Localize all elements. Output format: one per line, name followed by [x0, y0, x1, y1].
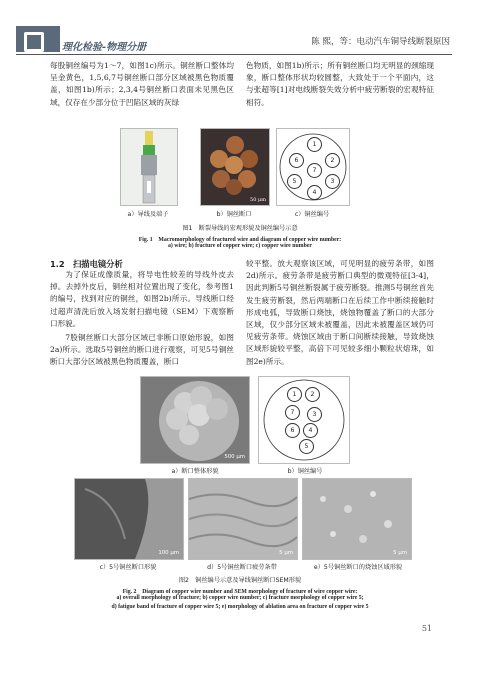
fig1b-fracture-photo: [200, 128, 270, 206]
fig2b-number-diagram: [258, 376, 350, 464]
fig1b-scale-bar: 50 μm: [250, 197, 266, 203]
fig1b-label: b）铜丝断口: [216, 211, 252, 218]
fig2-caption-cn: 图2 铜丝编号示意及导线铜丝断口SEM形貌: [178, 577, 302, 584]
body-text-right-top: 色物质，如图1b)所示；所有铜丝断口均无明显的颈缩现象，断口整体形状均较圆整，大致处于一个平面内，这与张超等[1]对电线断裂失效分析中疲劳断裂的宏观特征相符。: [246, 61, 434, 107]
fig2a-label: a）断口整体形貌: [171, 468, 219, 475]
section-heading: 1.2 扫描电镜分析: [50, 259, 123, 269]
fig2b-number-4: 4: [303, 423, 318, 438]
journal-logo-icon: [16, 26, 60, 52]
fig2a-scale-bar: 500 μm: [224, 454, 245, 460]
fig1c-label: c）铜丝编号: [294, 211, 330, 218]
fig1-caption-en-2: a) wire; b) fracture of copper wire; c) copper wire number: [168, 243, 312, 249]
fig2b-number-2: 2: [305, 387, 320, 402]
journal-name: 理化检验-物理分册: [62, 42, 147, 53]
fig1c-number-diagram: [276, 128, 350, 206]
fig2e-label: e）5号铜丝断口的烧蚀区域形貌: [313, 564, 403, 571]
fig1c-number-4: 4: [307, 185, 322, 200]
fig1c-number-6: 6: [289, 153, 304, 168]
body-text-right-section: 较平整。放大观察该区域，可见明显的疲劳条带，如图2d)所示。疲劳条带是疲劳断口典型的微观特征[3-4]，因此判断5号铜丝断裂属于疲劳断裂。推测5号铜丝首先发生疲劳断裂，然后两端断口在后续工作中断续接触时形成电弧，导致断口烧蚀，烧蚀物覆盖了断口的大部分区域，仅少部分区域未被覆盖，因此未被覆盖区域仍可见疲劳条带。烧蚀区域由于断口间断续接触，导致烧蚀区域形貌较平整，高倍下可见较多细小颗粒状熔珠，如图2e)所示。: [246, 259, 434, 366]
fig2d-sem-fatigue-band: [188, 478, 298, 560]
fig2-caption-en-3: d) fatigue band of fracture of copper wire 5; e) morphology of ablation area on fracture of copper wire 5: [111, 604, 369, 610]
fig2b-number-7: 7: [285, 405, 300, 420]
fig2b-label: b）铜丝编号: [287, 468, 323, 475]
fig2e-scale-bar: 5 μm: [393, 550, 407, 556]
running-header: 陈 熙，等：电动汽车铜导线断裂原因: [311, 37, 450, 47]
fig2a-sem-overall: [140, 376, 250, 464]
fig1c-number-7: 7: [307, 163, 322, 178]
fig2e-sem-ablation: [302, 478, 412, 560]
fig2c-scale-bar: 100 μm: [158, 550, 179, 556]
fig2-caption-en-1: Fig. 2 Diagram of copper wire number and SEM morphology of fracture of wire copper wire:: [122, 589, 358, 595]
fig1c-number-1: 1: [307, 137, 322, 152]
fig2b-number-3: 3: [307, 407, 322, 422]
fig1c-number-5: 5: [287, 174, 302, 189]
header-rule: [16, 54, 452, 55]
fig1a-label: a）导线及端子: [127, 211, 169, 218]
fig2c-sem-wire5: [74, 478, 184, 560]
page-number: 51: [421, 624, 432, 633]
fig2d-label: d）5号铜丝断口疲劳条带: [207, 564, 277, 571]
body-text-left-section-2: 7股铜丝断口大部分区域已非断口原始形貌，如图2a)所示。选取5号铜丝的断口进行观察，可见5号铜丝断口大部分区域被黑色物质覆盖，断口: [50, 333, 234, 367]
fig2b-number-5: 5: [299, 439, 314, 454]
fig2b-number-6: 6: [285, 423, 300, 438]
body-text-left-top: 每股铜丝编号为1～7，如图1c)所示。铜丝断口整体均呈金黄色，1,5,6,7号铜丝断口部分区域被黑色物质覆盖，如图1b)所示；2,3,4号铜丝断口表面未见黑色区域，仅存在少部分位于凹陷区域的灰绿: [50, 61, 234, 107]
fig1c-number-2: 2: [325, 153, 340, 168]
fig1-caption-cn: 图1 断裂导线的宏观形貌及铜丝编号示意: [182, 225, 298, 232]
fig1c-number-3: 3: [325, 174, 340, 189]
fig1a-wire-photo: [120, 128, 178, 206]
fig2-caption-en-2: a) overall morphology of fracture; b) copper wire number; c) fracture morphology of copper wire 5;: [116, 595, 364, 601]
fig2c-label: c）5号铜丝断口形貌: [99, 564, 157, 571]
fig1-caption-en-1: Fig. 1 Macromorphology of fractured wire and diagram of copper wire number:: [138, 237, 342, 243]
fig2d-scale-bar: 5 μm: [279, 550, 293, 556]
fig2b-number-1: 1: [287, 387, 302, 402]
body-text-left-section: 为了保证成像质量，将导电性较差的导线外皮去掉。去掉外皮后，铜丝相对位置出现了变化，参考图1的编号，找到对应的铜丝，如图2b)所示。导线断口经过超声清洗后放入场发射扫描电镜（SEM）下观察断口形貌。: [50, 270, 234, 328]
